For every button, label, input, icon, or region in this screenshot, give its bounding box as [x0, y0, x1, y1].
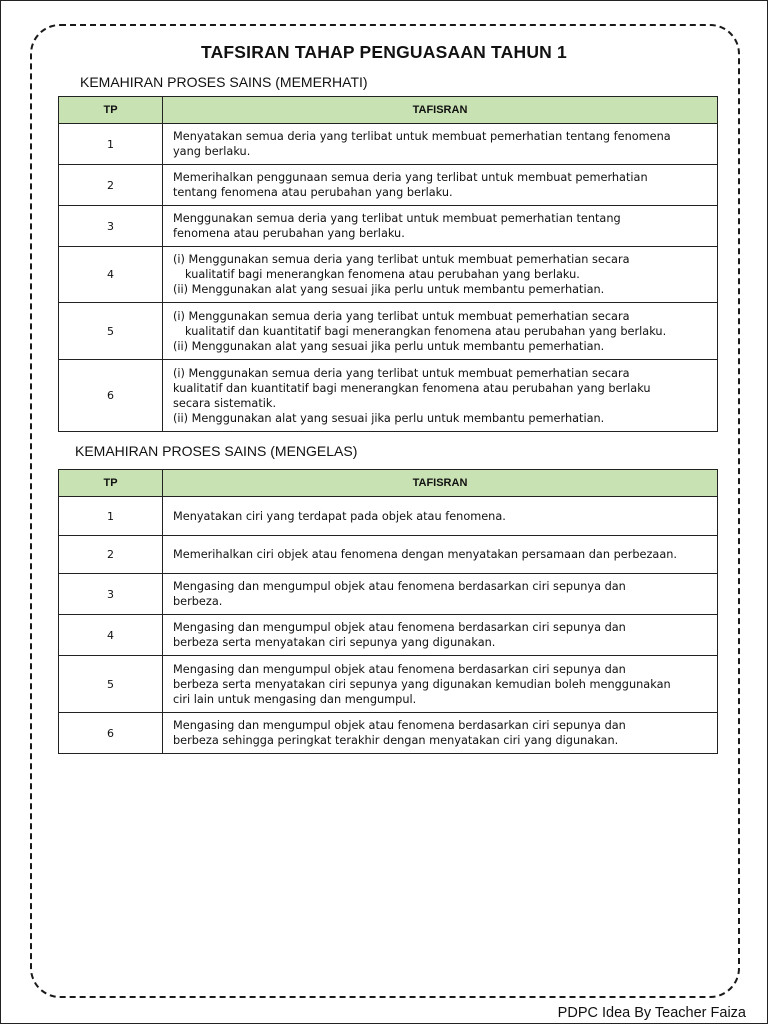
- column-header-tafsiran: TAFISRAN: [163, 470, 718, 497]
- tafsiran-text: Menyatakan ciri yang terdapat pada objek atau fenomena.: [163, 497, 718, 536]
- table-row: [59, 574, 718, 615]
- tafsiran-text: (i) Menggunakan semua deria yang terlibat untuk membuat pemerhatian secara kualitatif dan kuantitatif bagi menerangkan fenomena atau perubahan yang berlaku secara sistematik. (ii) Menggunakan alat yang sesuai jika perlu untuk membantu pemerhatian.: [163, 360, 718, 432]
- column-header-tp: TP: [59, 97, 163, 124]
- tp-level: 6: [59, 713, 163, 754]
- column-header-tp: TP: [59, 470, 163, 497]
- tp-level: 2: [59, 165, 163, 206]
- column-header-tafsiran: TAFISRAN: [163, 97, 718, 124]
- table-mengelas: [58, 469, 718, 754]
- page-title: TAFSIRAN TAHAP PENGUASAAN TAHUN 1: [200, 42, 567, 62]
- tafsiran-text: Memerihalkan penggunaan semua deria yang terlibat untuk membuat pemerhatian tentang fenomena atau perubahan yang berlaku.: [163, 165, 718, 206]
- tafsiran-text: Mengasing dan mengumpul objek atau fenomena berdasarkan ciri sepunya dan berbeza serta menyatakan ciri sepunya yang digunakan kemudian boleh menggunakan ciri lain untuk mengasing dan mengumpul.: [163, 656, 718, 713]
- table-header-row: [59, 97, 718, 124]
- tafsiran-text: (i) Menggunakan semua deria yang terlibat untuk membuat pemerhatian secara kualitatif bagi menerangkan fenomena atau perubahan yang berlaku. (ii) Menggunakan alat yang sesuai jika perlu untuk membantu pemerhatian.: [163, 247, 718, 303]
- section-heading-mengelas: KEMAHIRAN PROSES SAINS (MENGELAS): [75, 443, 358, 459]
- tafsiran-text: Menggunakan semua deria yang terlibat untuk membuat pemerhatian tentang fenomena atau perubahan yang berlaku.: [163, 206, 718, 247]
- tp-level: 5: [59, 303, 163, 360]
- table-row: [59, 615, 718, 656]
- tp-level: 1: [59, 124, 163, 165]
- table-row: [59, 124, 718, 165]
- table-memerhati: [58, 96, 718, 432]
- table-row: [59, 536, 718, 574]
- tp-level: 3: [59, 574, 163, 615]
- tafsiran-text: Mengasing dan mengumpul objek atau fenomena berdasarkan ciri sepunya dan berbeza sehingga peringkat terakhir dengan menyatakan ciri yang digunakan.: [163, 713, 718, 754]
- tafsiran-text: Menyatakan semua deria yang terlibat untuk membuat pemerhatian tentang fenomena yang berlaku.: [163, 124, 718, 165]
- tp-level: 3: [59, 206, 163, 247]
- table-header-row: [59, 470, 718, 497]
- table-row: [59, 497, 718, 536]
- table-row: [59, 360, 718, 432]
- tp-level: 2: [59, 536, 163, 574]
- footer-credit: PDPC Idea By Teacher Faiza: [557, 1005, 746, 1021]
- tafsiran-text: Mengasing dan mengumpul objek atau fenomena berdasarkan ciri sepunya dan berbeza serta menyatakan ciri sepunya yang digunakan.: [163, 615, 718, 656]
- tp-level: 5: [59, 656, 163, 713]
- tafsiran-text: (i) Menggunakan semua deria yang terlibat untuk membuat pemerhatian secara kualitatif dan kuantitatif bagi menerangkan fenomena atau perubahan yang berlaku. (ii) Menggunakan alat yang sesuai jika perlu untuk membantu pemerhatian.: [163, 303, 718, 360]
- tp-level: 4: [59, 615, 163, 656]
- table-row: [59, 713, 718, 754]
- tafsiran-text: Memerihalkan ciri objek atau fenomena dengan menyatakan persamaan dan perbezaan.: [163, 536, 718, 574]
- table-row: [59, 165, 718, 206]
- table-row: [59, 303, 718, 360]
- tp-level: 1: [59, 497, 163, 536]
- tp-level: 4: [59, 247, 163, 303]
- table-row: [59, 656, 718, 713]
- table-row: [59, 206, 718, 247]
- table-row: [59, 247, 718, 303]
- section-heading-memerhati: KEMAHIRAN PROSES SAINS (MEMERHATI): [80, 74, 368, 90]
- tafsiran-text: Mengasing dan mengumpul objek atau fenomena berdasarkan ciri sepunya dan berbeza.: [163, 574, 718, 615]
- tp-level: 6: [59, 360, 163, 432]
